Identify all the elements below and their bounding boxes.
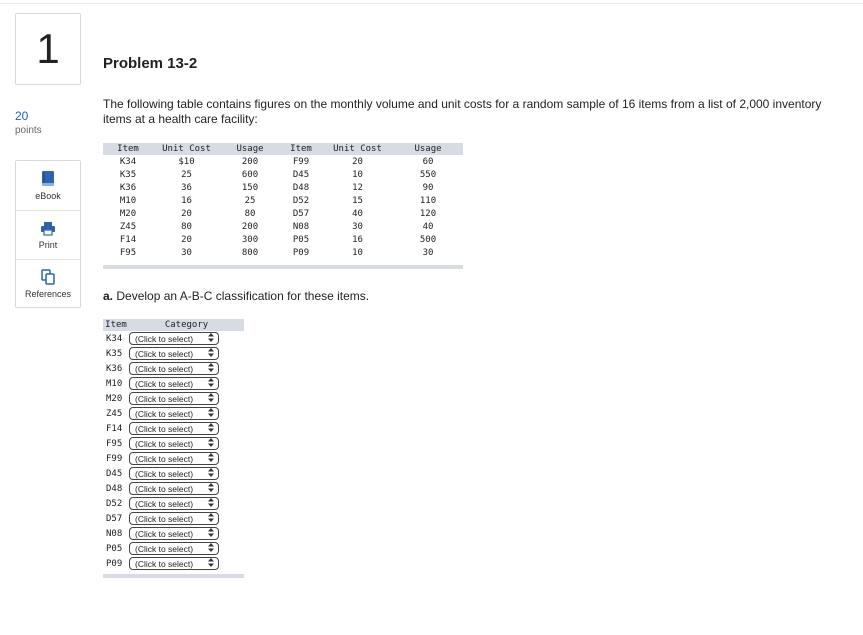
table-cell: 150: [241, 182, 259, 193]
table-cell: 80: [181, 221, 192, 232]
item-code: F99: [106, 453, 123, 464]
table-cell: 40: [352, 208, 363, 219]
item-code: K35: [106, 348, 123, 359]
category-select-value: (Click to select): [135, 438, 194, 449]
category-select[interactable]: [129, 557, 219, 570]
category-select-value: (Click to select): [135, 453, 194, 464]
category-select[interactable]: [129, 347, 219, 360]
table-cell: 200: [241, 221, 259, 232]
table-cell: 60: [422, 156, 434, 167]
printer-icon: [40, 221, 56, 236]
item-code: M10: [106, 378, 123, 389]
updown-arrow-icon: [208, 423, 214, 434]
table-cell: 12: [352, 182, 363, 193]
classification-row: [103, 331, 244, 346]
item-code: D57: [106, 513, 123, 524]
category-select-value: (Click to select): [135, 393, 194, 404]
classification-row: [103, 406, 244, 421]
points-block: [15, 109, 42, 137]
table-cell: 200: [241, 156, 259, 167]
print-button[interactable]: [16, 210, 80, 259]
table-cell: Z45: [119, 221, 137, 232]
table-row: [103, 220, 463, 233]
table-cell: F14: [119, 234, 137, 245]
classification-row: [103, 511, 244, 526]
table-cell: M20: [119, 208, 137, 219]
inventory-table: [103, 143, 463, 259]
table-cell: 500: [419, 234, 437, 245]
header-unit-cost: Unit Cost: [322, 143, 393, 155]
table-cell: 120: [419, 208, 437, 219]
table-cell: K36: [119, 182, 137, 193]
table-cell: 600: [241, 169, 259, 180]
category-select-value: (Click to select): [135, 498, 194, 509]
table-cell: 25: [244, 195, 256, 206]
classification-row: [103, 526, 244, 541]
category-select-value: (Click to select): [135, 543, 194, 554]
category-select-value: (Click to select): [135, 513, 194, 524]
category-select[interactable]: [129, 512, 219, 525]
ebook-label: eBook: [35, 191, 61, 201]
header-item: Item: [103, 143, 153, 155]
tools-panel: [15, 160, 81, 308]
classification-row: [103, 541, 244, 556]
table-cell: P05: [292, 234, 310, 245]
category-select[interactable]: [129, 392, 219, 405]
problem-intro: The following table contains figures on the monthly volume and unit costs for a random sample of 16 items from a list of 2,000 inventory items at a health care facility:: [103, 97, 822, 126]
table-row: [103, 155, 463, 168]
category-select[interactable]: [129, 452, 219, 465]
classification-row: [103, 421, 244, 436]
table-cell: 30: [352, 221, 363, 232]
category-select-value: (Click to select): [135, 483, 194, 494]
table-cell: D45: [292, 169, 310, 180]
copy-icon: [41, 269, 55, 285]
item-code: M20: [106, 393, 123, 404]
header-item: Item: [105, 320, 127, 330]
header-category: Category: [164, 320, 209, 330]
table-row: [103, 181, 463, 194]
category-select[interactable]: [129, 527, 219, 540]
table-cell: F95: [119, 247, 137, 258]
table-cell: 10: [352, 247, 363, 258]
table-row: [103, 246, 463, 259]
category-select-value: (Click to select): [135, 408, 194, 419]
table-cell: M10: [119, 195, 137, 206]
item-code: N08: [106, 528, 123, 539]
category-select[interactable]: [129, 362, 219, 375]
category-select[interactable]: [129, 542, 219, 555]
header-unit-cost: Unit Cost: [153, 143, 220, 155]
updown-arrow-icon: [208, 393, 214, 404]
table-cell: D57: [292, 208, 310, 219]
category-select-value: (Click to select): [135, 468, 194, 479]
table-cell: 30: [181, 247, 192, 258]
ebook-button[interactable]: [16, 161, 80, 210]
category-select-value: (Click to select): [135, 558, 194, 569]
classification-footer-bar: [103, 574, 244, 578]
top-divider: [0, 3, 863, 4]
problem-title: Problem 13-2: [103, 55, 198, 72]
category-select-value: (Click to select): [135, 378, 194, 389]
table-cell: 90: [422, 182, 434, 193]
classification-row: [103, 451, 244, 466]
table-row: [103, 233, 463, 246]
table-cell: 110: [419, 195, 437, 206]
book-icon: [41, 170, 55, 187]
table-row: [103, 207, 463, 220]
item-code: P05: [106, 543, 123, 554]
table-cell: $10: [178, 156, 195, 167]
item-code: K36: [106, 363, 123, 374]
references-label: References: [24, 289, 72, 299]
table-cell: 36: [181, 182, 192, 193]
header-usage: Usage: [393, 143, 463, 155]
classification-row: [103, 376, 244, 391]
table-footer-bar: [103, 265, 463, 269]
updown-arrow-icon: [208, 468, 214, 479]
table-cell: 25: [181, 169, 192, 180]
references-button[interactable]: [16, 259, 80, 308]
category-select[interactable]: [129, 482, 219, 495]
header-item: Item: [280, 143, 322, 155]
question-number: 1: [15, 13, 81, 85]
item-code: D45: [106, 468, 123, 479]
points-value: 20: [15, 109, 29, 123]
table-cell: 80: [244, 208, 256, 219]
part-a-text: Develop an A-B-C classification for these items.: [116, 289, 370, 303]
classification-header: [103, 319, 244, 331]
table-cell: 10: [352, 169, 363, 180]
classification-row: [103, 436, 244, 451]
category-select[interactable]: [129, 437, 219, 450]
updown-arrow-icon: [208, 333, 214, 344]
table-cell: 550: [419, 169, 437, 180]
item-code: F95: [106, 438, 123, 449]
table-cell: K34: [119, 156, 137, 167]
item-code: D48: [106, 483, 123, 494]
header-usage: Usage: [220, 143, 280, 155]
print-label: Print: [38, 239, 58, 250]
item-code: Z45: [106, 408, 123, 419]
classification-row: [103, 361, 244, 376]
classification-row: [103, 496, 244, 511]
category-select[interactable]: [129, 332, 219, 345]
table-cell: 15: [352, 195, 363, 206]
table-row: [103, 168, 463, 181]
table-cell: 16: [352, 234, 363, 245]
classification-row: [103, 391, 244, 406]
part-a-question: [103, 289, 369, 303]
updown-arrow-icon: [208, 363, 214, 374]
category-select-value: (Click to select): [135, 423, 194, 434]
updown-arrow-icon: [208, 483, 214, 494]
category-select[interactable]: [129, 422, 219, 435]
inventory-table-header: [103, 143, 463, 155]
classification-row: [103, 346, 244, 361]
table-row: [103, 194, 463, 207]
category-select-value: (Click to select): [135, 528, 194, 539]
category-select[interactable]: [129, 497, 219, 510]
classification-row: [103, 556, 244, 571]
updown-arrow-icon: [208, 513, 214, 524]
table-cell: D48: [292, 182, 310, 193]
points-label: points: [15, 125, 42, 136]
category-select[interactable]: [129, 407, 219, 420]
table-cell: F99: [292, 156, 310, 167]
updown-arrow-icon: [208, 453, 214, 464]
part-a-label: a.: [103, 289, 114, 303]
category-select[interactable]: [129, 467, 219, 480]
updown-arrow-icon: [208, 543, 214, 554]
category-select[interactable]: [129, 377, 219, 390]
updown-arrow-icon: [208, 528, 214, 539]
table-cell: 16: [181, 195, 192, 206]
table-cell: 30: [422, 247, 434, 258]
table-cell: 20: [181, 234, 192, 245]
category-select-value: (Click to select): [135, 348, 194, 359]
updown-arrow-icon: [208, 348, 214, 359]
table-cell: N08: [292, 221, 310, 232]
updown-arrow-icon: [208, 498, 214, 509]
item-code: K34: [106, 333, 123, 344]
item-code: F14: [106, 423, 123, 434]
table-cell: K35: [119, 169, 137, 180]
table-cell: 20: [181, 208, 192, 219]
classification-row: [103, 466, 244, 481]
updown-arrow-icon: [208, 378, 214, 389]
updown-arrow-icon: [208, 408, 214, 419]
item-code: P09: [106, 558, 123, 569]
updown-arrow-icon: [208, 558, 214, 569]
table-cell: 40: [422, 221, 434, 232]
category-select-value: (Click to select): [135, 333, 194, 344]
item-code: D52: [106, 498, 123, 509]
table-cell: P09: [292, 247, 310, 258]
classification-table: [103, 319, 244, 578]
category-select-value: (Click to select): [135, 363, 194, 374]
table-cell: 20: [352, 156, 363, 167]
table-cell: 300: [241, 234, 259, 245]
updown-arrow-icon: [208, 438, 214, 449]
table-cell: D52: [292, 195, 310, 206]
classification-row: [103, 481, 244, 496]
table-cell: 800: [241, 247, 259, 258]
